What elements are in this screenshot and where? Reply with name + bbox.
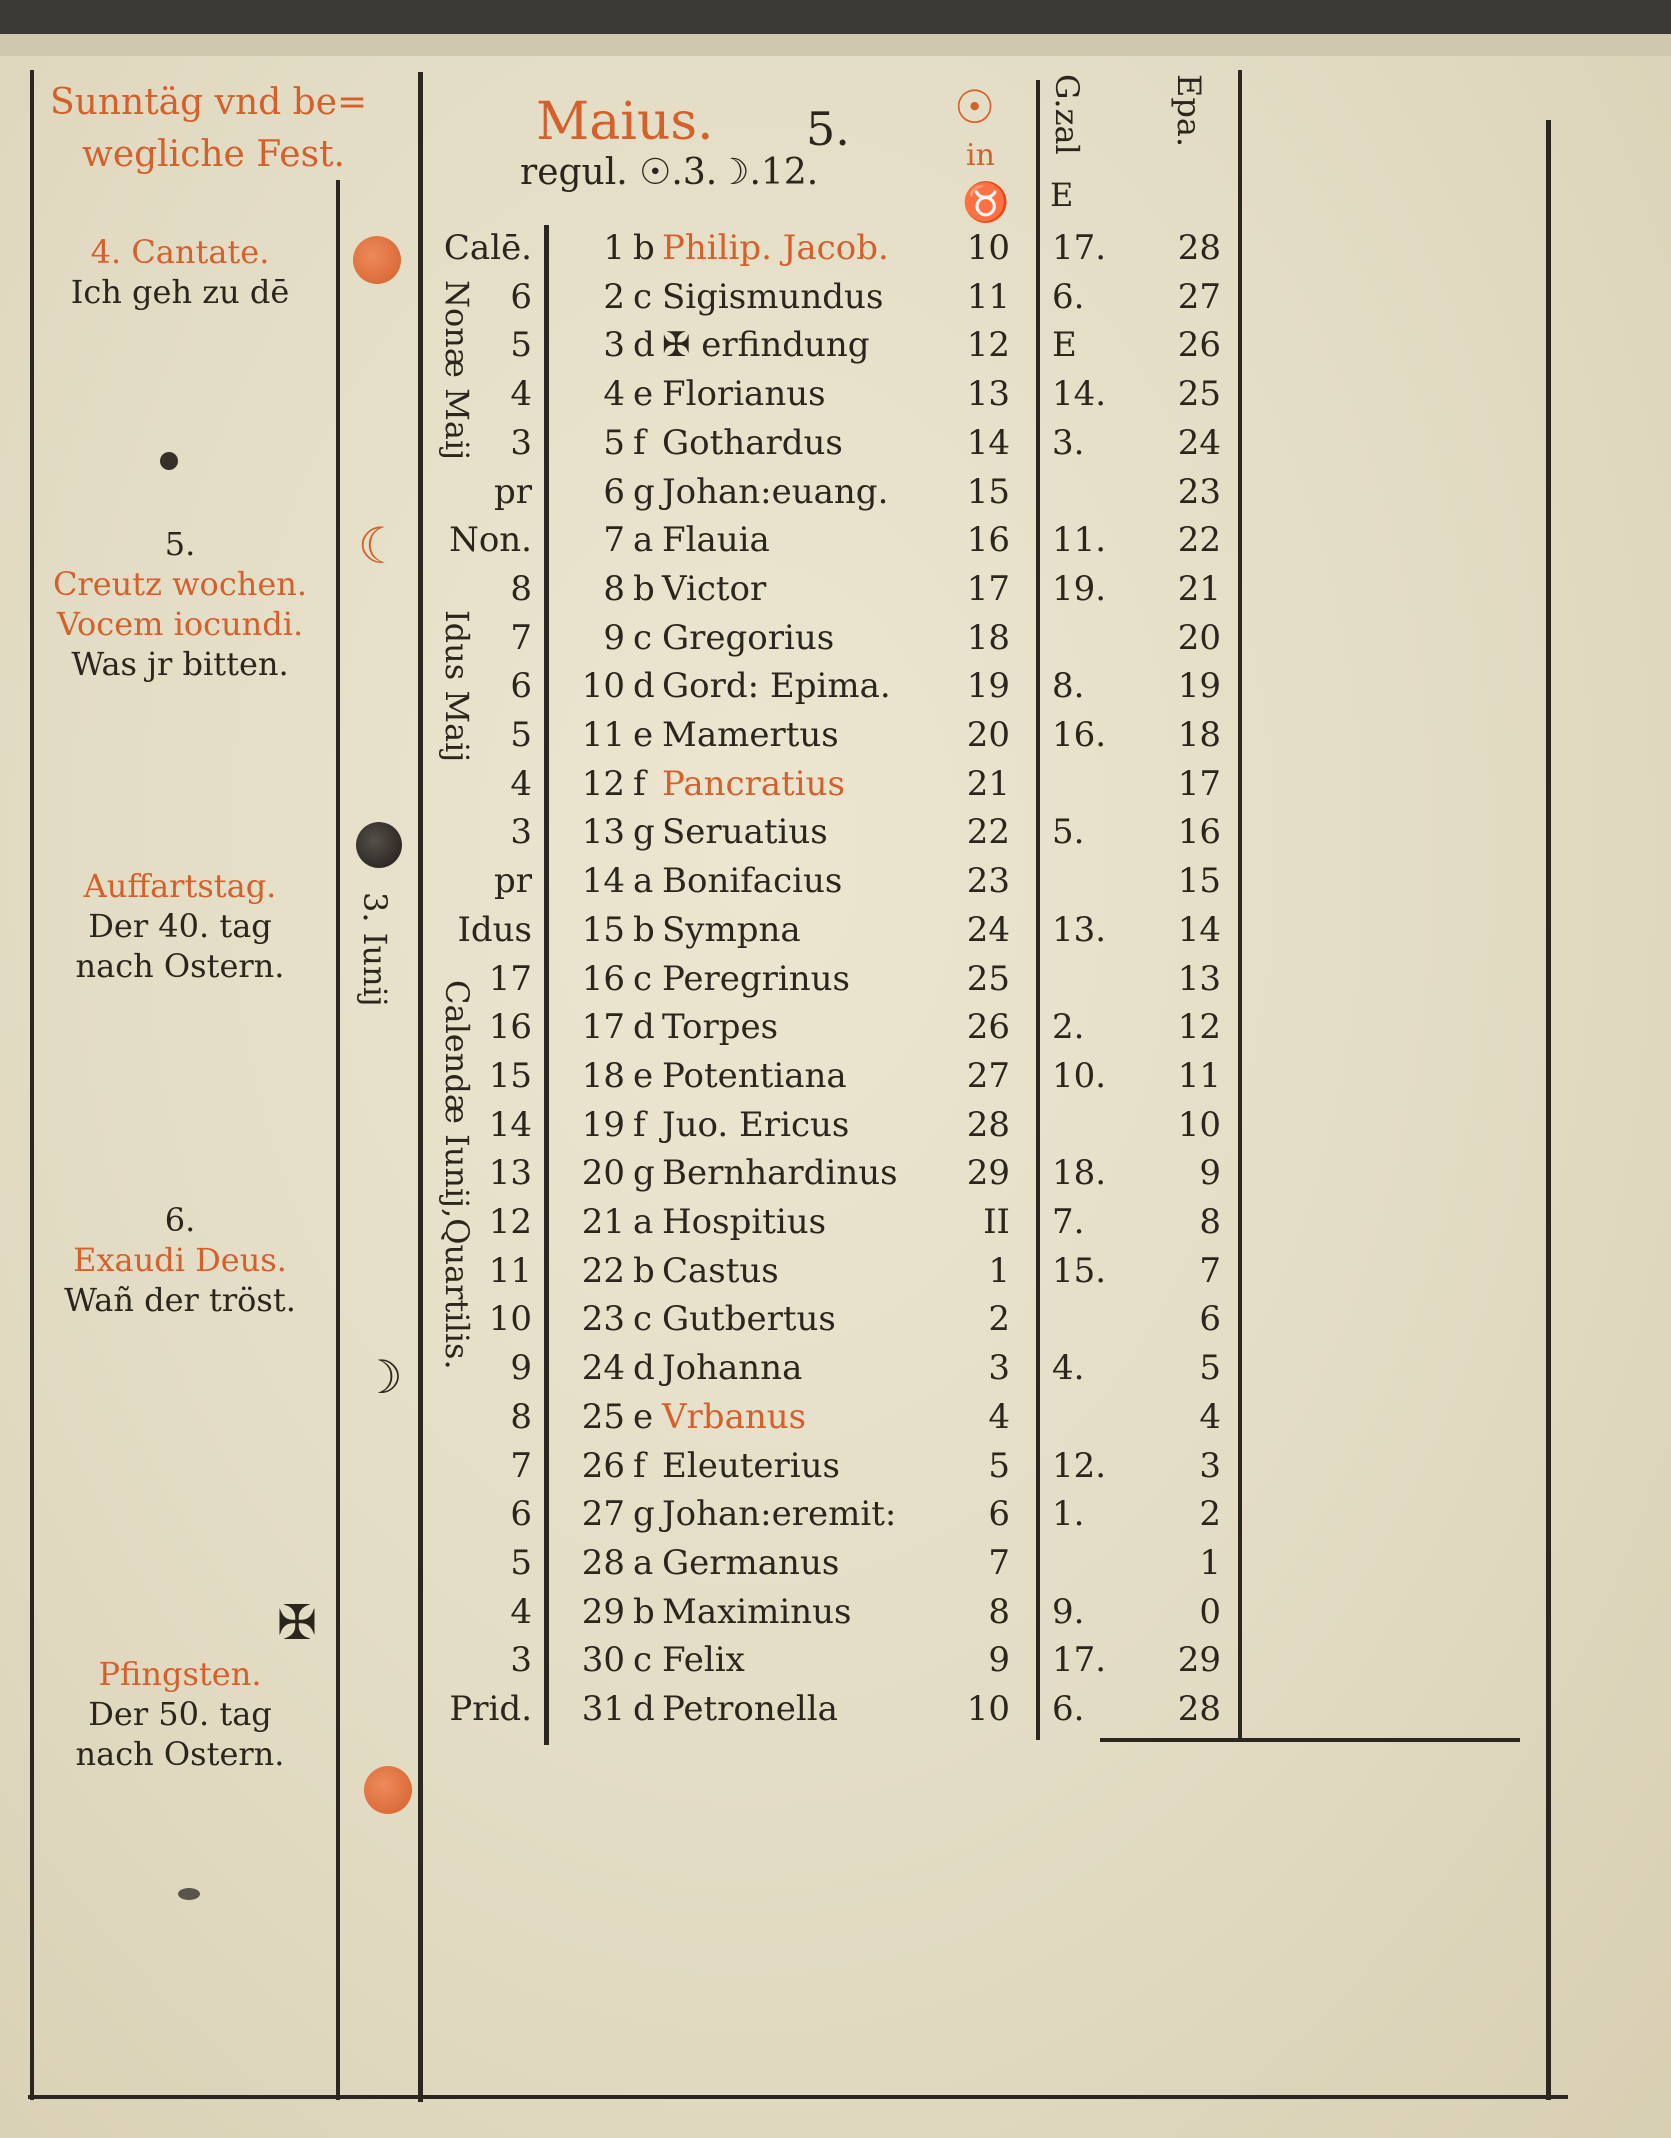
golden-number: 17. <box>1052 228 1107 268</box>
calends-count: 11 <box>488 1250 532 1291</box>
dominical-letter: b <box>633 1250 655 1291</box>
sun-degree: 15 <box>966 471 1010 512</box>
day-number: 12 <box>581 763 625 804</box>
feast-column-header-line2: wegliche Fest. <box>82 134 345 175</box>
calends-count: 5 <box>510 325 532 366</box>
calends-count: 5 <box>510 715 532 755</box>
cross-icon: ✠ <box>276 1595 318 1651</box>
golden-number-sub: E <box>1050 176 1074 214</box>
feast-label: Pfingsten. <box>98 1655 262 1693</box>
sun-degree: 8 <box>988 1591 1010 1632</box>
saint-name: Bernhardinus <box>662 1153 898 1194</box>
dominical-letter: d <box>633 325 655 366</box>
dominical-letter: b <box>633 909 655 950</box>
table-row <box>0 1196 1671 1245</box>
golden-number: 2. <box>1052 1007 1085 1048</box>
sun-degree: 24 <box>966 909 1010 950</box>
calends-count: Idus <box>457 909 532 950</box>
epact-value: 20 <box>1177 617 1221 658</box>
golden-number: 11. <box>1052 520 1107 561</box>
dominical-letter: g <box>633 471 655 512</box>
dominical-letter: d <box>633 1348 655 1389</box>
saint-name: Potentiana <box>662 1055 847 1096</box>
table-row <box>0 1147 1671 1196</box>
table-row <box>0 563 1671 612</box>
epact-value: 14 <box>1177 909 1221 950</box>
dominical-letter: b <box>633 228 655 268</box>
epact-value: 19 <box>1177 666 1221 707</box>
epact-value: 23 <box>1177 471 1221 512</box>
sun-degree: 28 <box>966 1104 1010 1145</box>
day-number: 22 <box>581 1250 625 1291</box>
golden-number: 3. <box>1052 422 1085 463</box>
epact-value: 6 <box>1199 1299 1221 1340</box>
epact-value: 5 <box>1199 1348 1221 1389</box>
calends-count: 3 <box>510 422 532 463</box>
table-row <box>0 612 1671 661</box>
saint-name: Castus <box>662 1250 779 1291</box>
dominical-letter: d <box>633 1007 655 1048</box>
table-bottom-line <box>1100 1738 1520 1742</box>
table-row <box>0 1537 1671 1586</box>
sun-degree: 20 <box>966 715 1010 755</box>
epact-value: 9 <box>1199 1153 1221 1194</box>
golden-number: 12. <box>1052 1445 1107 1486</box>
table-row <box>0 1245 1671 1294</box>
epact-header: Epa. <box>1170 74 1208 148</box>
golden-number-header: G.zal <box>1048 74 1086 155</box>
saint-name: Maximinus <box>662 1591 852 1632</box>
day-number: 15 <box>581 909 625 950</box>
epact-value: 10 <box>1177 1104 1221 1145</box>
sun-degree: 25 <box>966 958 1010 999</box>
dominical-letter: d <box>633 666 655 707</box>
calends-count: 4 <box>510 374 532 415</box>
epact-value: 15 <box>1177 861 1221 902</box>
sun-degree: 7 <box>988 1542 1010 1583</box>
day-number: 6 <box>603 471 625 512</box>
saint-name: Johanna <box>662 1348 803 1389</box>
day-number: 31 <box>581 1689 625 1729</box>
golden-number: 6. <box>1052 1689 1085 1729</box>
day-number: 25 <box>581 1396 625 1437</box>
day-number: 14 <box>581 861 625 902</box>
full-moon-red-icon <box>364 1766 412 1814</box>
sun-degree: 14 <box>966 422 1010 463</box>
calends-count: 7 <box>510 1445 532 1486</box>
dominical-letter: e <box>633 374 654 415</box>
day-number: 17 <box>581 1007 625 1048</box>
sun-degree: II <box>983 1202 1010 1242</box>
calends-count: 3 <box>510 812 532 853</box>
calends-count: 5 <box>510 1542 532 1583</box>
sun-degree: 6 <box>988 1494 1010 1535</box>
calends-count: 3 <box>510 1640 532 1681</box>
table-row <box>0 1001 1671 1050</box>
dominical-letter: b <box>633 1591 655 1632</box>
calends-count: 7 <box>510 617 532 658</box>
page-top-edge <box>0 34 1671 56</box>
calends-count: 10 <box>488 1299 532 1340</box>
day-number: 1 <box>603 228 625 268</box>
dominical-letter: a <box>633 861 654 902</box>
sun-degree: 11 <box>966 276 1010 317</box>
calends-count: 15 <box>488 1055 532 1096</box>
saint-name: Seruatius <box>662 812 828 853</box>
saint-name: Sigismundus <box>662 276 884 317</box>
day-number: 9 <box>603 617 625 658</box>
golden-number: 8. <box>1052 666 1085 707</box>
epact-value: 18 <box>1177 715 1221 755</box>
golden-number: 14. <box>1052 374 1107 415</box>
saint-name: Juo. Ericus <box>662 1104 850 1145</box>
calends-count: 6 <box>510 666 532 707</box>
sun-degree: 10 <box>966 228 1010 268</box>
golden-number: 18. <box>1052 1153 1107 1194</box>
sun-header-icon: ☉ <box>954 80 996 134</box>
feast-label: Ich geh zu dē <box>70 273 290 311</box>
calends-count: 17 <box>488 958 532 999</box>
dominical-letter: f <box>633 1104 646 1145</box>
epact-value: 2 <box>1199 1494 1221 1535</box>
feast-column-header-line1: Sunntäg vnd be= <box>50 82 368 123</box>
table-row <box>0 466 1671 515</box>
table-row <box>0 806 1671 855</box>
saint-name: Eleuterius <box>662 1445 840 1486</box>
epact-value: 22 <box>1177 520 1221 561</box>
dominical-letter: a <box>633 1542 654 1583</box>
sun-degree: 5 <box>988 1445 1010 1486</box>
golden-number: 1. <box>1052 1494 1085 1535</box>
day-number: 11 <box>581 715 625 755</box>
feast-label: Creutz wochen. <box>52 565 308 603</box>
crescent-moon-red-icon: ☾ <box>357 517 403 575</box>
month-regul: regul. ☉.3.☽.12. <box>520 152 819 193</box>
saint-name: Gregorius <box>662 617 835 658</box>
epact-value: 11 <box>1177 1055 1221 1096</box>
saint-name: Bonifacius <box>662 861 843 902</box>
table-row <box>0 660 1671 709</box>
sun-degree: 19 <box>966 666 1010 707</box>
dominical-letter: a <box>633 520 654 561</box>
calends-count: pr <box>493 861 532 902</box>
book-cover-edge <box>0 0 1671 34</box>
roman-label-calendae: Calendæ Iunij,Quartilis. <box>438 980 476 1370</box>
dominical-letter: c <box>633 276 653 317</box>
table-row <box>0 1586 1671 1635</box>
day-number: 4 <box>603 374 625 415</box>
day-number: 3 <box>603 325 625 366</box>
sun-degree: 2 <box>988 1299 1010 1340</box>
dominical-letter: c <box>633 1640 653 1681</box>
day-number: 20 <box>581 1153 625 1194</box>
frame-bottom-line <box>28 2095 1568 2099</box>
day-number: 2 <box>603 276 625 317</box>
day-number: 10 <box>581 666 625 707</box>
dominical-letter: c <box>633 1299 653 1340</box>
table-row <box>0 1050 1671 1099</box>
day-number: 5 <box>603 422 625 463</box>
saint-name: Gutbertus <box>662 1299 836 1340</box>
day-number: 30 <box>581 1640 625 1681</box>
sun-degree: 12 <box>966 325 1010 366</box>
saint-name: ✠ erfindung <box>662 325 870 366</box>
day-number: 21 <box>581 1202 625 1242</box>
sun-degree: 16 <box>966 520 1010 561</box>
day-number: 13 <box>581 812 625 853</box>
epact-value: 28 <box>1177 1689 1221 1729</box>
saint-name: Felix <box>662 1640 745 1681</box>
sun-degree: 18 <box>966 617 1010 658</box>
table-row <box>0 271 1671 320</box>
moon-strip-label: 3. Iunij <box>356 892 394 1007</box>
golden-number: 16. <box>1052 715 1107 755</box>
saint-name: Florianus <box>662 374 826 415</box>
epact-value: 3 <box>1199 1445 1221 1486</box>
day-number: 26 <box>581 1445 625 1486</box>
roman-label-idus: Idus Maij <box>438 610 476 763</box>
epact-value: 0 <box>1199 1591 1221 1632</box>
epact-value: 28 <box>1177 228 1221 268</box>
golden-number: 5. <box>1052 812 1085 853</box>
calends-count: 4 <box>510 1591 532 1632</box>
epact-value: 29 <box>1177 1640 1221 1681</box>
saint-name: Hospitius <box>662 1202 827 1242</box>
saint-name: Pancratius <box>662 763 845 804</box>
calends-count: Prid. <box>449 1689 532 1729</box>
sun-degree: 23 <box>966 861 1010 902</box>
table-row <box>0 514 1671 563</box>
feast-label: nach Ostern. <box>75 1735 285 1773</box>
feast-label: Auffartstag. <box>83 867 277 905</box>
epact-value: 13 <box>1177 958 1221 999</box>
epact-value: 1 <box>1199 1542 1221 1583</box>
dominical-letter: a <box>633 1202 654 1242</box>
feast-label: 5. <box>164 525 196 563</box>
feast-label: 6. <box>164 1201 196 1239</box>
roman-label-nonae: Nonæ Maij <box>438 280 476 461</box>
table-row <box>0 1099 1671 1148</box>
table-row <box>0 1293 1671 1342</box>
dominical-letter: e <box>633 1396 654 1437</box>
saint-name: Sympna <box>662 909 801 950</box>
saint-name: Philip. Jacob. <box>662 228 889 268</box>
table-row <box>0 904 1671 953</box>
golden-number: 6. <box>1052 276 1085 317</box>
sun-degree: 22 <box>966 812 1010 853</box>
ink-smudge-icon <box>178 1888 200 1900</box>
saint-name: Flauia <box>662 520 770 561</box>
calends-count: 14 <box>488 1104 532 1145</box>
dominical-letter: e <box>633 715 654 755</box>
saint-name: Petronella <box>662 1689 838 1729</box>
saint-name: Germanus <box>662 1542 840 1583</box>
epact-value: 27 <box>1177 276 1221 317</box>
day-number: 8 <box>603 568 625 609</box>
saint-name: Peregrinus <box>662 958 850 999</box>
table-row <box>0 1440 1671 1489</box>
dominical-letter: c <box>633 958 653 999</box>
day-number: 27 <box>581 1494 625 1535</box>
dominical-letter: g <box>633 1153 655 1194</box>
epact-value: 16 <box>1177 812 1221 853</box>
golden-number: 7. <box>1052 1202 1085 1242</box>
epact-value: 8 <box>1199 1202 1221 1242</box>
table-row <box>0 1634 1671 1683</box>
sun-degree: 13 <box>966 374 1010 415</box>
day-number: 19 <box>581 1104 625 1145</box>
golden-number: 13. <box>1052 909 1107 950</box>
saint-name: Victor <box>662 568 767 609</box>
month-title: Maius. <box>536 92 714 152</box>
sun-degree: 26 <box>966 1007 1010 1048</box>
feast-label: Der 50. tag <box>88 1695 272 1733</box>
dominical-letter: e <box>633 1055 654 1096</box>
saint-name: Torpes <box>662 1007 779 1048</box>
calends-count: 9 <box>510 1348 532 1389</box>
saint-name: Gothardus <box>662 422 843 463</box>
epact-value: 17 <box>1177 763 1221 804</box>
waning-moon-icon: ☽ <box>361 1350 403 1404</box>
golden-number: E <box>1052 325 1077 366</box>
feast-label: Exaudi Deus. <box>73 1241 287 1279</box>
dominical-letter: g <box>633 1494 655 1535</box>
saint-name: Johan:eremit: <box>662 1494 897 1535</box>
feast-label: Was jr bitten. <box>71 645 289 683</box>
table-row <box>0 319 1671 368</box>
sun-degree: 4 <box>988 1396 1010 1437</box>
sun-degree: 10 <box>966 1689 1010 1729</box>
table-row <box>0 222 1671 271</box>
taurus-sign-icon: ♉ <box>962 180 1010 224</box>
epact-value: 24 <box>1177 422 1221 463</box>
saint-name: Johan:euang. <box>662 471 889 512</box>
golden-number: 15. <box>1052 1250 1107 1291</box>
table-row <box>0 1342 1671 1391</box>
day-number: 29 <box>581 1591 625 1632</box>
epact-value: 26 <box>1177 325 1221 366</box>
table-row <box>0 953 1671 1002</box>
table-row <box>0 1683 1671 1732</box>
sun-degree: 17 <box>966 568 1010 609</box>
saint-name: Mamertus <box>662 715 839 755</box>
dominical-letter: g <box>633 812 655 853</box>
table-row <box>0 417 1671 466</box>
dominical-letter: f <box>633 1445 646 1486</box>
epact-value: 25 <box>1177 374 1221 415</box>
table-row <box>0 855 1671 904</box>
table-row <box>0 1488 1671 1537</box>
epact-value: 12 <box>1177 1007 1221 1048</box>
table-row <box>0 758 1671 807</box>
calends-count: 16 <box>488 1007 532 1048</box>
sun-degree: 21 <box>966 763 1010 804</box>
dominical-letter: f <box>633 763 646 804</box>
saint-name: Gord: Epima. <box>662 666 891 707</box>
day-number: 28 <box>581 1542 625 1583</box>
day-number: 24 <box>581 1348 625 1389</box>
day-number: 18 <box>581 1055 625 1096</box>
month-number: 5. <box>806 102 850 156</box>
golden-number: 4. <box>1052 1348 1085 1389</box>
calends-count: 4 <box>510 763 532 804</box>
epact-value: 7 <box>1199 1250 1221 1291</box>
dominical-letter: d <box>633 1689 655 1729</box>
day-number: 16 <box>581 958 625 999</box>
calends-count: pr <box>493 471 532 512</box>
feast-label: 4. Cantate. <box>90 233 270 271</box>
feast-label: nach Ostern. <box>75 947 285 985</box>
calends-count: Calē. <box>443 228 532 268</box>
epact-value: 4 <box>1199 1396 1221 1437</box>
feast-label: Wañ der tröst. <box>64 1281 296 1319</box>
calends-count: 12 <box>488 1202 532 1242</box>
calends-count: Non. <box>449 520 532 561</box>
dominical-letter: c <box>633 617 653 658</box>
feast-label: Vocem iocundi. <box>56 605 304 643</box>
table-row <box>0 709 1671 758</box>
day-number: 23 <box>581 1299 625 1340</box>
table-row <box>0 1391 1671 1440</box>
calends-count: 8 <box>510 1396 532 1437</box>
epact-value: 21 <box>1177 568 1221 609</box>
golden-number: 10. <box>1052 1055 1107 1096</box>
golden-number: 17. <box>1052 1640 1107 1681</box>
golden-number: 9. <box>1052 1591 1085 1632</box>
calends-count: 6 <box>510 1494 532 1535</box>
dominical-letter: b <box>633 568 655 609</box>
sun-degree: 29 <box>966 1153 1010 1194</box>
feast-label: Der 40. tag <box>88 907 272 945</box>
day-number: 7 <box>603 520 625 561</box>
table-row <box>0 368 1671 417</box>
calends-count: 8 <box>510 568 532 609</box>
sun-degree: 9 <box>988 1640 1010 1681</box>
sun-degree: 27 <box>966 1055 1010 1096</box>
dominical-letter: f <box>633 422 646 463</box>
sun-header-in: in <box>966 138 995 173</box>
saint-name: Vrbanus <box>662 1396 807 1437</box>
calends-count: 13 <box>488 1153 532 1194</box>
golden-number: 19. <box>1052 568 1107 609</box>
sun-degree: 3 <box>988 1348 1010 1389</box>
calends-count: 6 <box>510 276 532 317</box>
sun-degree: 1 <box>988 1250 1010 1291</box>
